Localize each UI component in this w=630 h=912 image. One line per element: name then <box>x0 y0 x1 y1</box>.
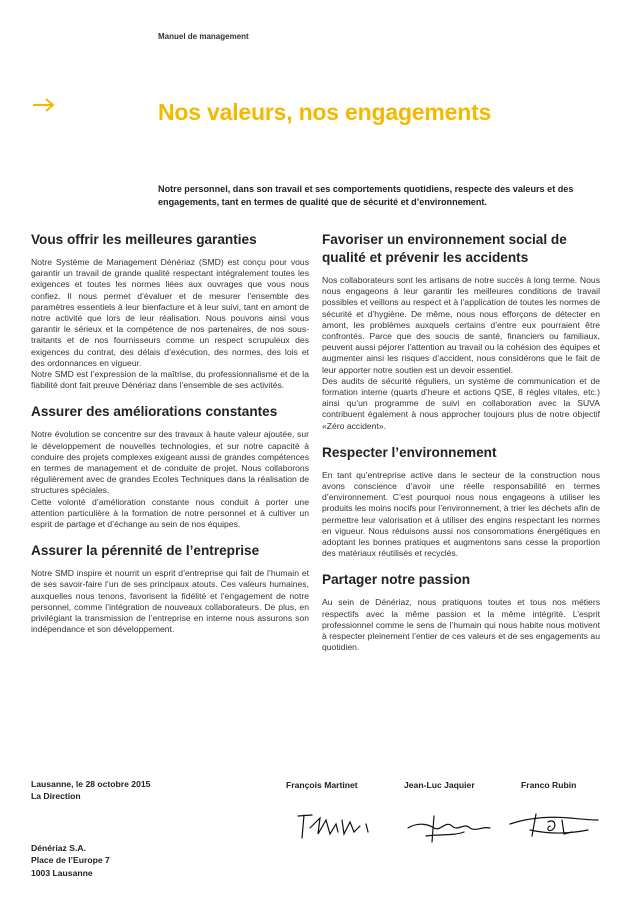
section-paragraph: Nos collaborateurs sont les artisans de notre succès à long terme. Nous nous engageons à leur garantir les meilleures conditions de travail possibles et veillons au respect et à l’application de toutes les normes de sécurité et d’hygiène. De même, nous nous efforçons de détecter en amont, les problèmes auxquels certains d’entre eux pourraient être confrontés. Parce que des soucis de santé, financiers ou familiaux, peuvent aussi péjorer l’attention au travail ou la cohésion des équipes et augmenter ainsi les risques d’accident, nous considérons que le fait de leur apporter notre soutien est un devoir essentiel. <box>322 275 600 375</box>
section-heading: Favoriser un environnement social de qualité et prévenir les accidents <box>322 232 567 265</box>
company-name: Dénériaz S.A. <box>31 843 86 853</box>
signature-jaquier <box>404 812 494 844</box>
intro-paragraph: Notre personnel, dans son travail et ses comportements quotidiens, respecte des valeurs et des engagements, tant en termes de qualité que de sécurité et d’environnement. <box>158 184 574 207</box>
section-paragraph: En tant qu’entreprise active dans le secteur de la construction nous avons conscience d’avoir une réelle responsabilité en termes d’environnement. C’est pourquoi nous nous engageons à utiliser les produits les moins nocifs pour l’environnement, à trier les déchets afin de permettre leur valorisation et à utiliser des engins respectant les normes en vigueur. Nous réduisons aussi nos consommations énergétiques en adoptant les bonnes pratiques et augmentons sans cesse la proportion des matériaux réutilisés et recyclés. <box>322 469 600 559</box>
section-sustainability <box>31 542 309 635</box>
section-heading: Assurer la pérennité de l’entreprise <box>31 543 260 559</box>
signature-role: La Direction <box>31 790 81 801</box>
company-address <box>31 842 110 879</box>
right-column <box>322 231 600 665</box>
signer-name: Franco Rubin <box>521 780 577 790</box>
section-paragraph: Notre Système de Management Dénériaz (SMD) est conçu pour vous garantir un travail de grande qualité respectant intégralement toutes les exigences et toutes les normes liées aux ouvrages que vous nous confiez. Il nous permet d’évaluer et de mesurer l’ensemble des paramètres essentiels à leur bienfacture et à leur suivi, tant en amont de notre activité que lors de leur réalisation. Nous pouvons ainsi vous garantir le sérieux et la compétence de nos partenaires, de nos sous-traitants et de nos fournisseurs comme un respect scrupuleux des exigences du contrat, des délais d’exécution, des normes, des lois et des ordonnances en vigueur. <box>31 257 309 368</box>
section-paragraph: Notre SMD inspire et nourrit un esprit d’entreprise qui fait de l’humain et de ses savoir-faire l’un de ses principaux atouts. Ces valeurs humaines, auxquelles nous tenons, favorisent la fidélité et l’engagement de notre personnel, comme l’intégration de nouveaux collaborateurs. De plus, en privilégiant la transmission de l’entreprise en interne nous assurons son indépendance et son développement. <box>31 568 309 635</box>
signer-name: François Martinet <box>286 780 358 790</box>
signature-rubin <box>508 808 600 842</box>
document-header-label: Manuel de management <box>158 32 249 41</box>
section-paragraph: Au sein de Dénériaz, nous pratiquons toutes et tous nos métiers respectifs avec la même passion et la même intégrité. L’esprit professionnel comme le sens de l’humain qui nous habite nous motivent à respecter pleinement l’entier de ces valeurs et de ses engagements au quotidien. <box>322 597 600 653</box>
section-heading: Partager notre passion <box>322 572 471 588</box>
signature-place-date <box>31 779 150 802</box>
section-paragraph: Notre SMD est l’expression de la maîtrise, du professionnalisme et de la fiabilité dont fait preuve Dénériaz dans l’ensemble de ses activités. <box>31 369 309 391</box>
section-heading: Vous offrir les meilleures garanties <box>31 232 257 247</box>
section-social-environment <box>322 231 600 432</box>
arrow-right-icon <box>32 97 56 113</box>
signer-name: Jean-Luc Jaquier <box>404 780 475 790</box>
section-passion <box>322 571 600 653</box>
section-heading: Assurer des améliorations constantes <box>31 404 278 420</box>
section-paragraph: Cette volonté d’amélioration constante nous conduit à porter une attention particulière à la formation de notre personnel et à cultiver un esprit de partage et d’échange au sein de nos équipes. <box>31 496 309 530</box>
section-environment <box>322 444 600 560</box>
section-improvements <box>31 403 309 530</box>
page-title: Nos valeurs, nos engagements <box>158 99 492 125</box>
section-paragraph: Des audits de sécurité réguliers, un système de communication et de formation interne (quarts d’heure et actions QSE, 8 règles vitales, etc.) ainsi qu’un programme de suivi en collaboration avec la SUVA contribuent également à nous approcher toujours plus de notre objectif «Zéro accident». <box>322 375 600 431</box>
section-guarantees <box>31 231 309 391</box>
signature-martinet <box>290 810 376 844</box>
section-paragraph: Notre évolution se concentre sur des travaux à haute valeur ajoutée, sur le développement de nouvelles technologies, et sur notre capacité à conduire des projets complexes exigeant aussi de grandes compétences en termes de management et de conduite de projet. Nous collaborons régulièrement avec de grandes Ecoles Techniques dans la réalisation de structures spéciales. <box>31 429 309 496</box>
company-city: 1003 Lausanne <box>31 867 93 878</box>
place-date: Lausanne, le 28 octobre 2015 <box>31 779 151 789</box>
company-street: Place de l’Europe 7 <box>31 855 110 866</box>
section-heading: Respecter l’environnement <box>322 444 497 460</box>
left-column <box>31 231 309 647</box>
